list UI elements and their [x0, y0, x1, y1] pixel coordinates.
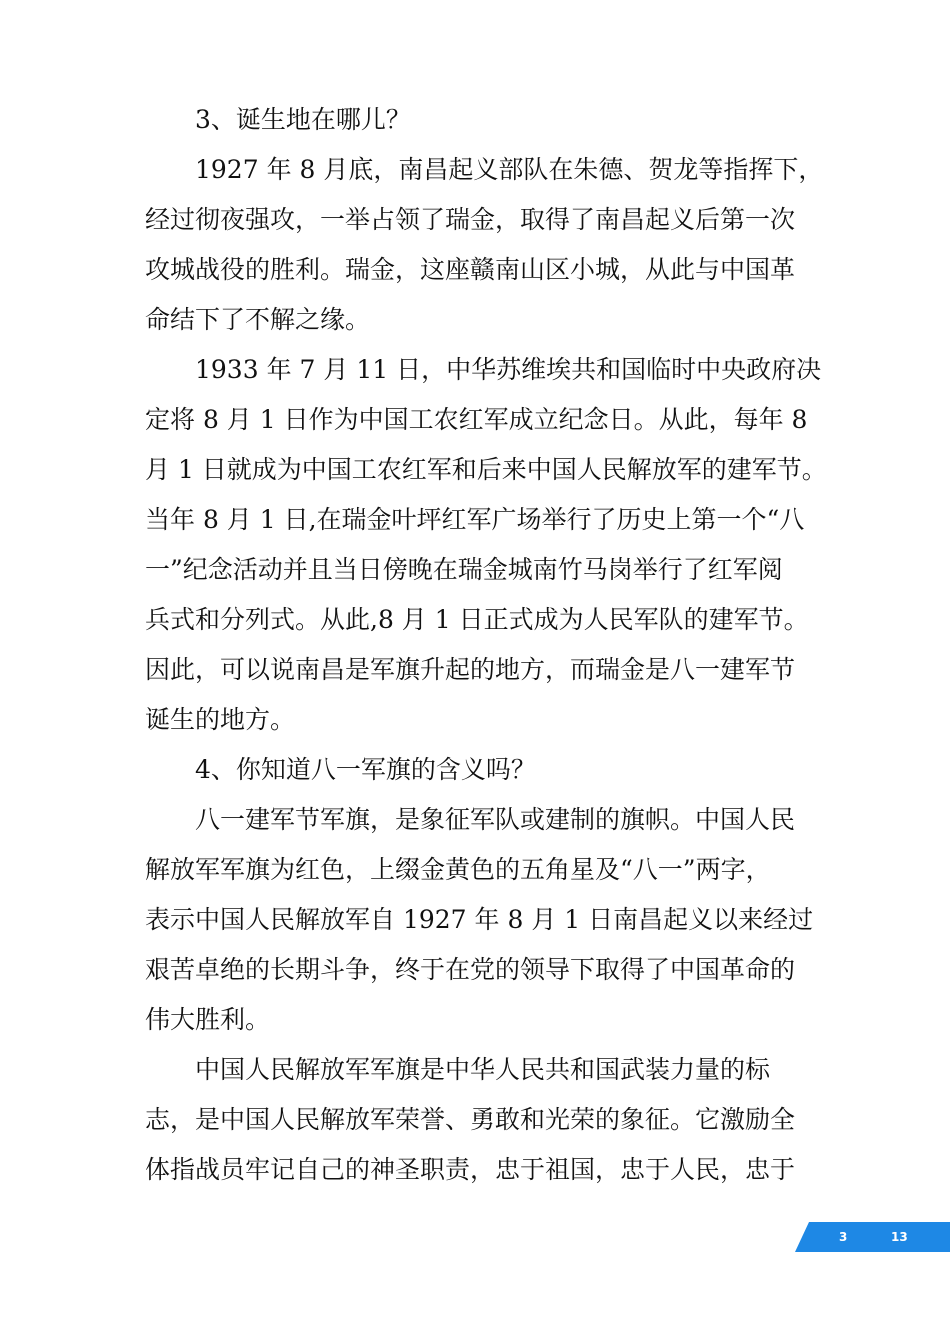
paragraph-line: 艰苦卓绝的长期斗争，终于在党的领导下取得了中国革命的	[145, 955, 796, 984]
paragraph-line: 伟大胜利。	[145, 1005, 271, 1034]
heading-birthplace: 3、诞生地在哪儿？	[195, 105, 411, 134]
page-number-badge	[795, 1222, 950, 1252]
paragraph-line: 因此，可以说南昌是军旗升起的地方，而瑞金是八一建军节	[145, 655, 796, 684]
paragraph-line: 命结下了不解之缘。	[145, 305, 371, 334]
total-page-count: 13	[891, 1230, 908, 1244]
paragraph-line: 体指战员牢记自己的神圣职责，忠于祖国，忠于人民，忠于	[145, 1155, 796, 1184]
paragraph-line: 定将 8 月 1 日作为中国工农红军成立纪念日。从此，每年 8	[145, 405, 808, 434]
page-badge-shape	[795, 1222, 950, 1252]
paragraph-line: 1933 年 7 月 11 日，中华苏维埃共和国临时中央政府决	[195, 355, 822, 384]
paragraph-line: 中国人民解放军军旗是中华人民共和国武装力量的标	[195, 1055, 771, 1084]
current-page-number: 3	[839, 1230, 848, 1244]
paragraph-line: 志，是中国人民解放军荣誉、勇敢和光荣的象征。它激励全	[145, 1105, 796, 1134]
paragraph-line: 八一建军节军旗，是象征军队或建制的旗帜。中国人民	[195, 805, 796, 834]
paragraph-line: 一”纪念活动并且当日傍晚在瑞金城南竹马岗举行了红军阅	[145, 555, 783, 584]
paragraph-line: 攻城战役的胜利。瑞金，这座赣南山区小城，从此与中国革	[145, 255, 796, 284]
paragraph-line: 解放军军旗为红色，上缀金黄色的五角星及“八一”两字，	[145, 855, 771, 884]
paragraph-line: 表示中国人民解放军自 1927 年 8 月 1 日南昌起义以来经过	[145, 905, 814, 934]
paragraph-line: 经过彻夜强攻，一举占领了瑞金，取得了南昌起义后第一次	[145, 205, 796, 234]
paragraph-line: 诞生的地方。	[145, 705, 296, 734]
paragraph-line: 1927 年 8 月底，南昌起义部队在朱德、贺龙等指挥下，	[195, 155, 824, 184]
paragraph-line: 月 1 日就成为中国工农红军和后来中国人民解放军的建军节。	[145, 455, 827, 484]
paragraph-line: 当年 8 月 1 日,在瑞金叶坪红军广场举行了历史上第一个“八	[145, 505, 805, 534]
heading-flag-meaning: 4、你知道八一军旗的含义吗？	[195, 755, 536, 784]
paragraph-line: 兵式和分列式。从此,8 月 1 日正式成为人民军队的建军节。	[145, 605, 809, 634]
